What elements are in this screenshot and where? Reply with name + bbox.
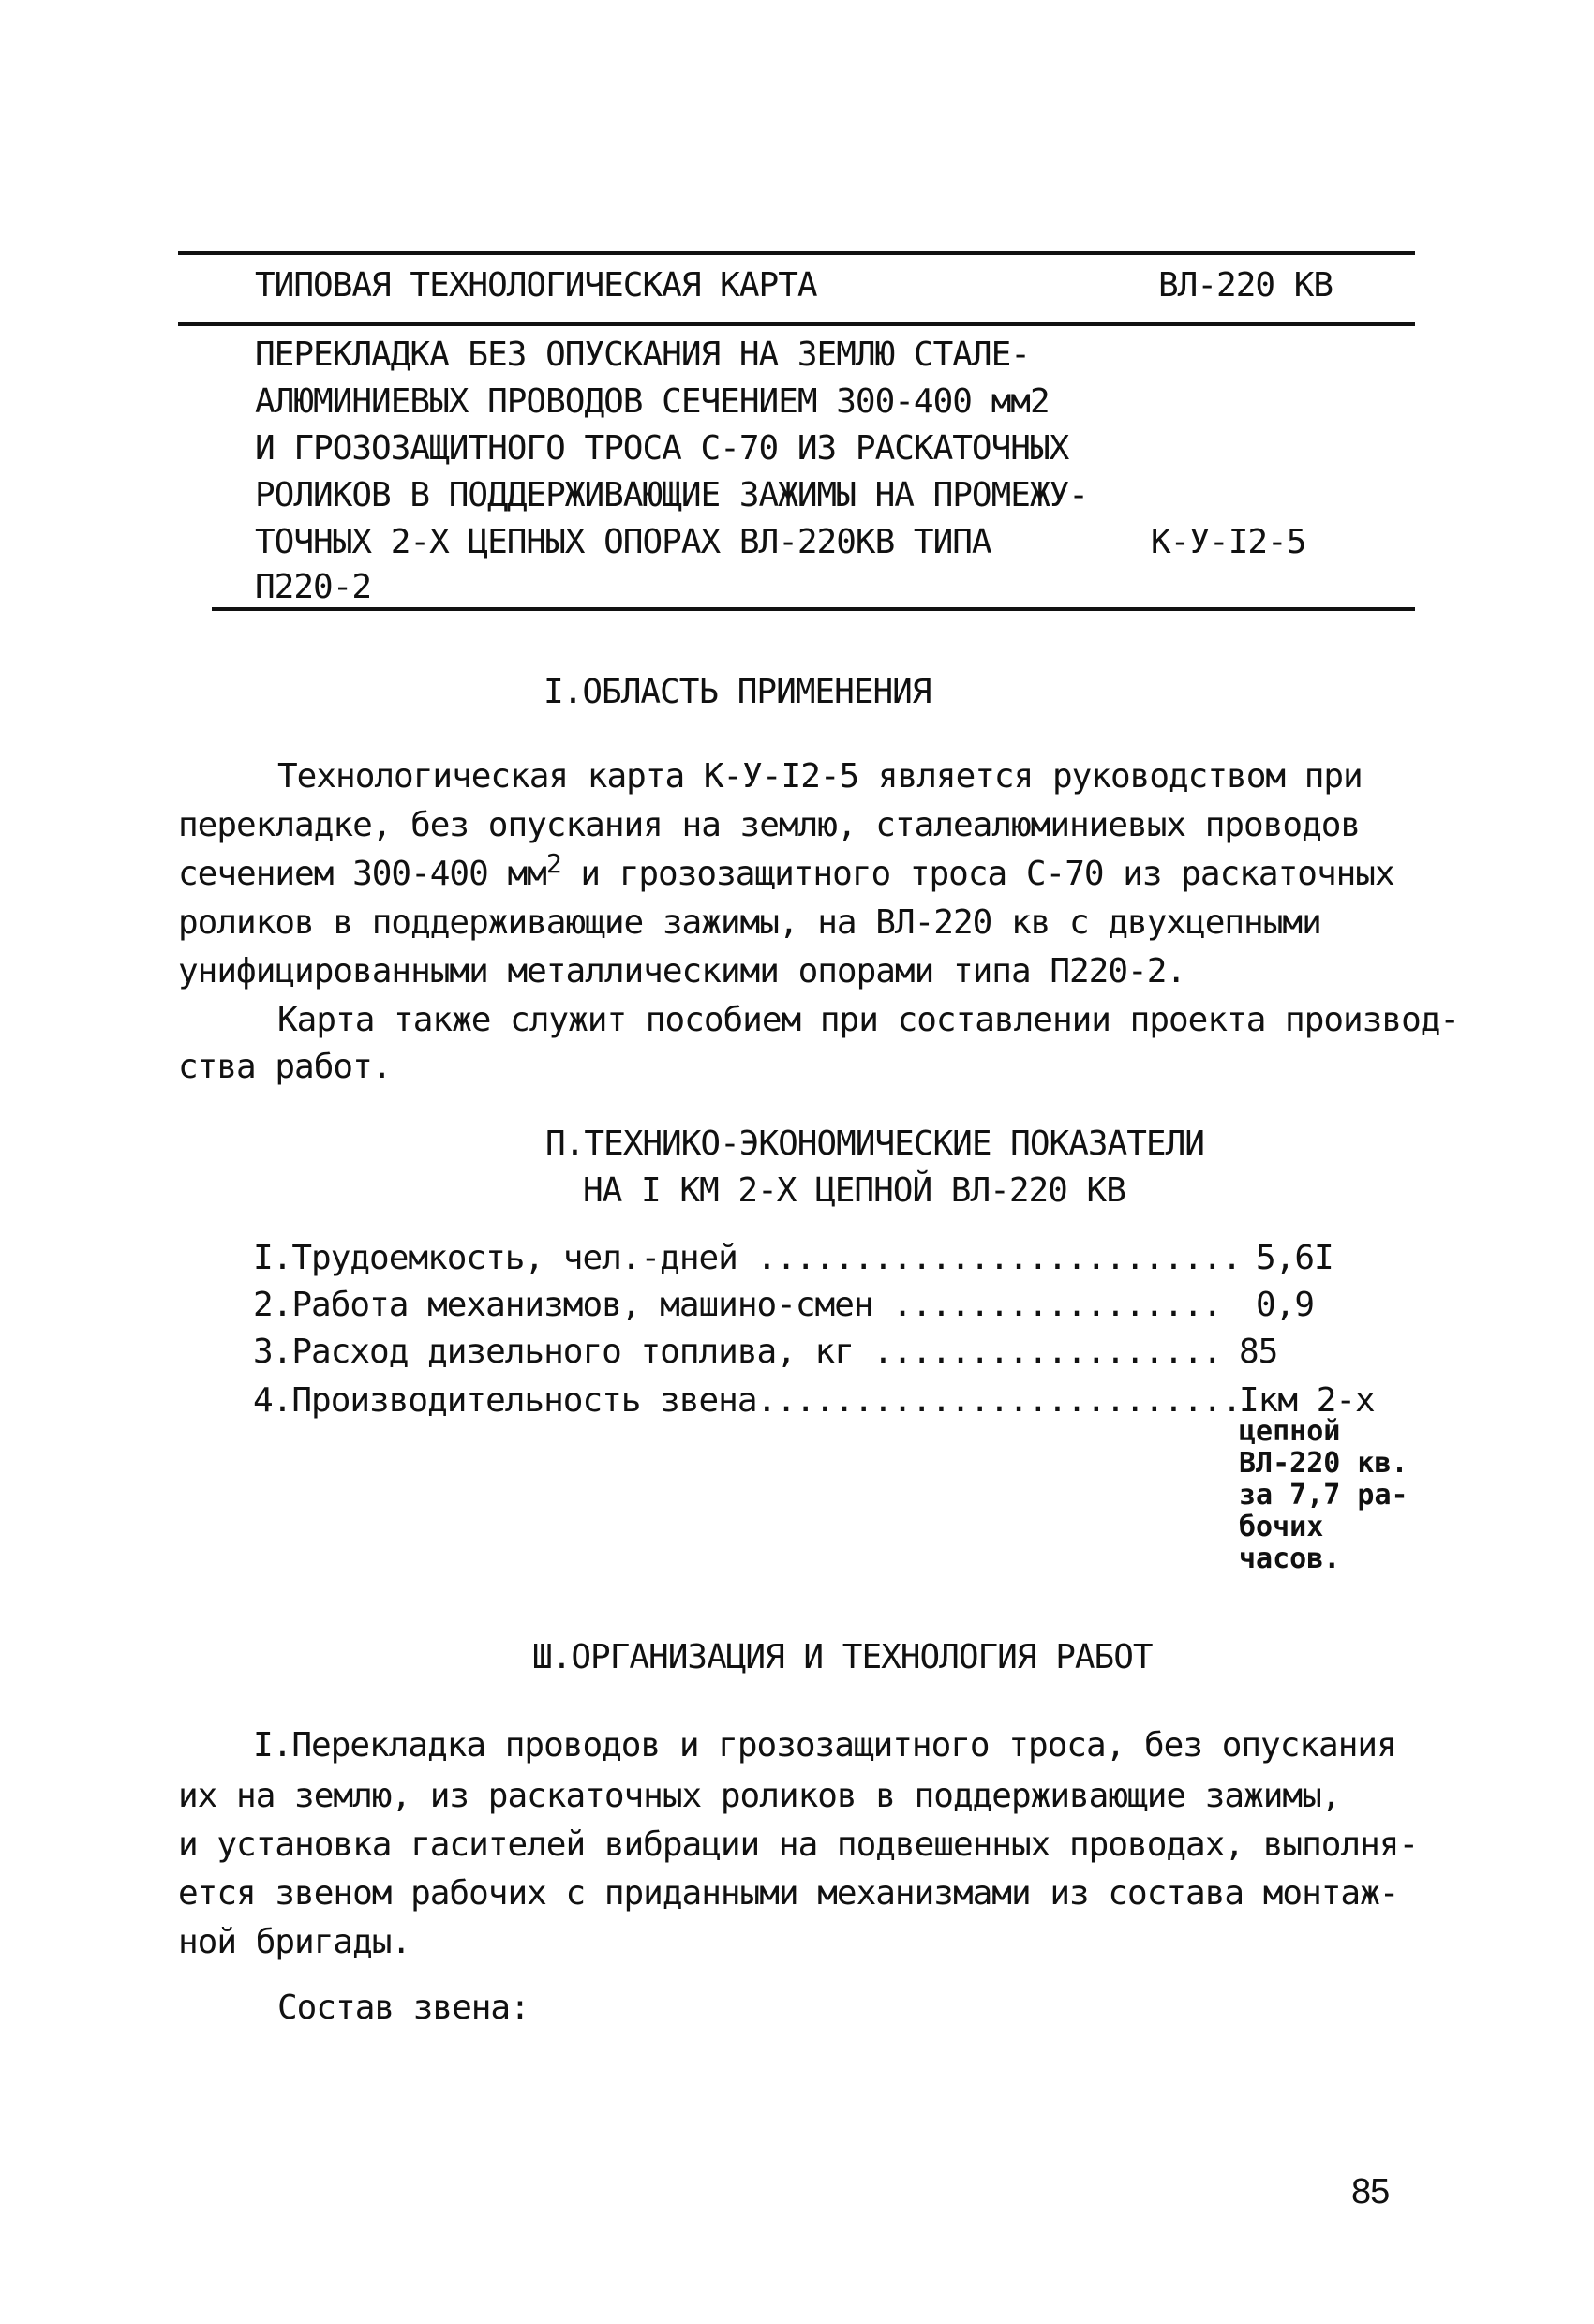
indicator-1-label: I.Трудоемкость, чел.-дней ......................... (253, 1239, 1242, 1277)
section3-p1-line3: и установка гасителей вибрации на подвешенных проводах, выполня- (178, 1825, 1419, 1864)
section3-p2: Состав звена: (277, 1989, 529, 2027)
section1-p1-line1: Технологическая карта К-У-I2-5 является руководством при (277, 757, 1363, 796)
indicator-4-extra-4: бочих (1239, 1511, 1324, 1543)
subject-line-1: ПЕРЕКЛАДКА БЕЗ ОПУСКАНИЯ НА ЗЕМЛЮ СТАЛЕ- (255, 335, 1030, 374)
section3-p1-line4: ется звеном рабочих с приданными механизмами из состава монтаж- (178, 1874, 1399, 1913)
header-bottom-rule (212, 607, 1415, 611)
section1-p1-line2: перекладке, без опускания на землю, сталеалюминиевых проводов (178, 806, 1361, 844)
indicator-4-extra-1: цепной (1239, 1415, 1341, 1448)
indicator-4-extra-3: за 7,7 ра- (1239, 1479, 1408, 1512)
section1-p1-line3-b: и грозозащитного троса С-70 из раскаточных (560, 855, 1394, 893)
header-left-title: ТИПОВАЯ ТЕХНОЛОГИЧЕСКАЯ КАРТА (255, 266, 817, 305)
indicator-4-extra-2: ВЛ-220 кв. (1239, 1447, 1408, 1480)
page-number: 85 (1351, 2172, 1390, 2212)
indicator-1-value: 5,6I (1256, 1239, 1333, 1277)
section1-p2-line1: Карта также служит пособием при составлении проекта производ- (277, 1001, 1460, 1039)
indicator-2-value: 0,9 (1256, 1286, 1315, 1324)
subject-line-4: РОЛИКОВ В ПОДДЕРЖИВАЮЩИЕ ЗАЖИМЫ НА ПРОМЕЖУ- (255, 476, 1088, 514)
card-code: К-У-I2-5 (1151, 523, 1306, 561)
section3-p1-line1: I.Перекладка проводов и грозозащитного троса, без опускания (253, 1726, 1396, 1765)
superscript-two: 2 (545, 848, 561, 879)
section1-p1-line5: унифицированными металлическими опорами типа П220-2. (178, 952, 1186, 991)
header-top-rule (178, 251, 1415, 255)
section1-p1-line3-a: сечением 300-400 мм (178, 855, 546, 893)
subject-line-2: АЛЮМИНИЕВЫХ ПРОВОДОВ СЕЧЕНИЕМ 300-400 мм2 (255, 382, 1050, 421)
section1-p1-line4: роликов в поддерживающие зажимы, на ВЛ-220 кв с двухцепными (178, 903, 1321, 942)
section2-title-line2: НА I КМ 2-Х ЦЕПНОЙ ВЛ-220 КВ (583, 1171, 1125, 1210)
section1-p2-line2: ства работ. (178, 1048, 392, 1086)
subject-line-3: И ГРОЗОЗАЩИТНОГО ТРОСА С-70 ИЗ РАСКАТОЧНЫХ (255, 429, 1069, 468)
subject-line-5: ТОЧНЫХ 2-Х ЦЕПНЫХ ОПОРАХ ВЛ-220КВ ТИПА (255, 523, 991, 561)
subject-line-6: П220-2 (255, 568, 372, 606)
header-right-title: ВЛ-220 КВ (1158, 266, 1333, 305)
section3-p1-line5: ной бригады. (178, 1923, 411, 1961)
indicator-4-extra-5: часов. (1239, 1542, 1341, 1575)
section2-title-line1: П.ТЕХНИКО-ЭКОНОМИЧЕСКИЕ ПОКАЗАТЕЛИ (545, 1125, 1204, 1163)
header-mid-rule (178, 322, 1415, 326)
section3-title: Ш.ОРГАНИЗАЦИЯ И ТЕХНОЛОГИЯ РАБОТ (532, 1638, 1153, 1676)
indicator-4-value: Iкм 2-х (1239, 1381, 1375, 1420)
section1-title: I.ОБЛАСТЬ ПРИМЕНЕНИЯ (544, 673, 931, 711)
section3-p1-line2: их на землю, из раскаточных роликов в поддерживающие зажимы, (178, 1777, 1341, 1815)
indicator-3-value: 85 (1239, 1333, 1278, 1371)
indicator-3-label: 3.Расход дизельного топлива, кг .................. (253, 1333, 1222, 1371)
indicator-4-label: 4.Производительность звена......................... (253, 1381, 1242, 1420)
indicator-2-label: 2.Работа механизмов, машино-смен ................. (253, 1286, 1222, 1324)
section1-p1-line3 (178, 848, 1394, 893)
